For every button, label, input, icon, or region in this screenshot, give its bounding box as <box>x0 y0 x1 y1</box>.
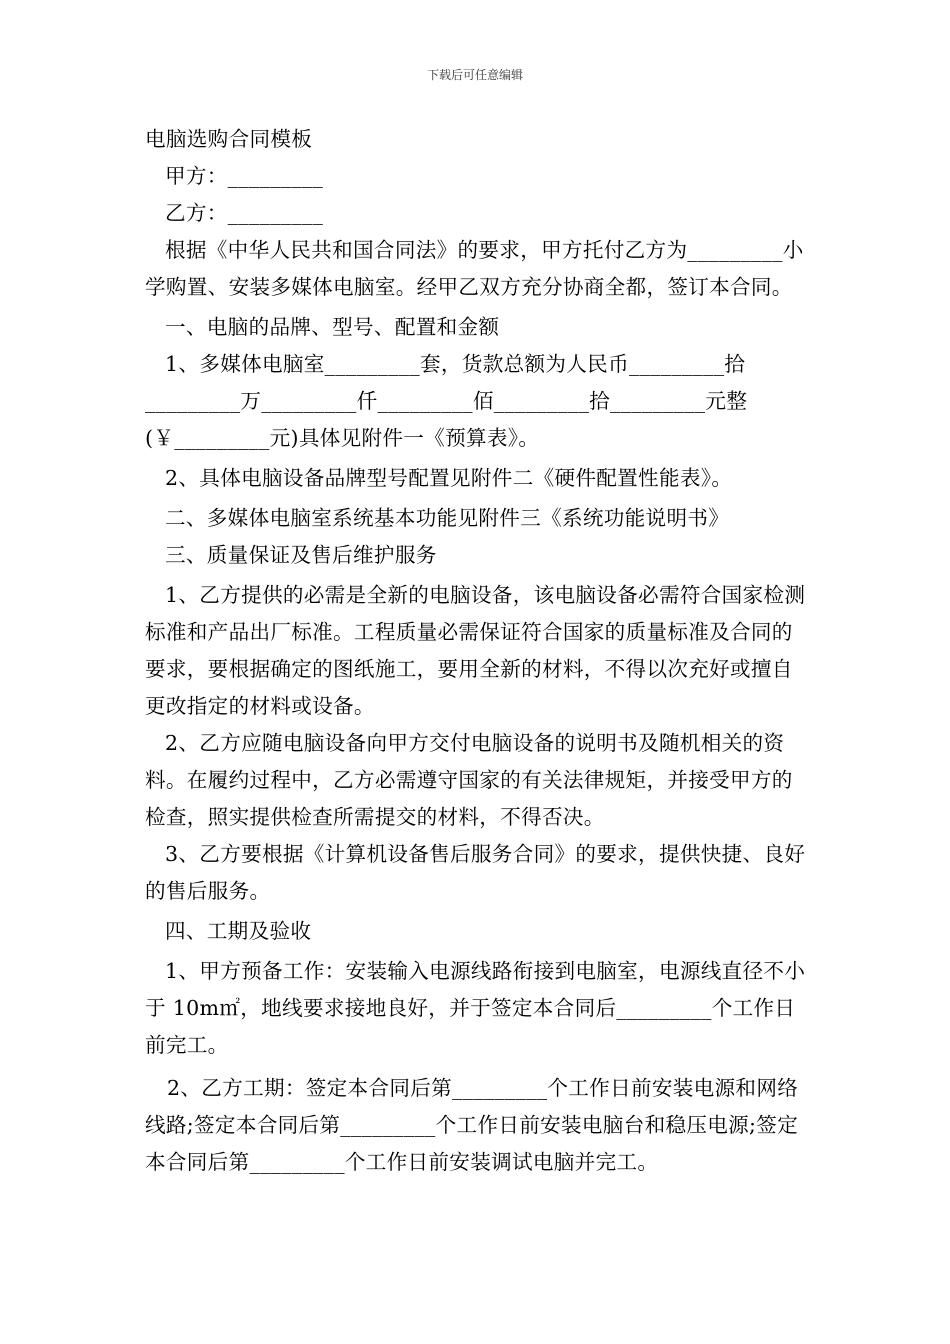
page-header-note: 下载后可任意编辑 <box>426 68 523 82</box>
document-title: 电脑选购合同模板 <box>145 127 313 151</box>
party-b-line: 乙方：_________ <box>165 201 324 225</box>
contract-body <box>145 121 807 1181</box>
section-1-item-1: 1、多媒体电脑室_________套，货款总额为人民币_________拾_________万_________仟_________佰_________拾_________元整(￥_________元)具体见附件一《预算表》。 <box>145 352 748 450</box>
section-1-item-2: 2、具体电脑设备品牌型号配置见附件二《硬件配置性能表》。 <box>165 466 733 490</box>
section-4-heading: 四、工期及验收 <box>165 919 312 943</box>
section-4-item-2: 2、乙方工期：签定本合同后第_________个工作日前安装电源和网络线路;签定本合同后第_________个工作日前安装电脑台和稳压电源;签定本合同后第_________个工作日前安装调试电脑并完工。 <box>145 1076 799 1174</box>
intro-paragraph: 根据《中华人民共和国合同法》的要求，甲方托付乙方为_________小学购置、安装多媒体电脑室。经甲乙双方充分协商全都，签订本合同。 <box>145 238 804 299</box>
section-3-item-2: 2、乙方应随电脑设备向甲方交付电脑设备的说明书及随机相关的资料。在履约过程中，乙方必需遵守国家的有关法律规矩，并接受甲方的检查，照实提供检查所需提交的材料，不得否决。 <box>145 731 793 829</box>
section-1-heading: 一、电脑的品牌、型号、配置和金额 <box>165 315 500 339</box>
section-2-heading: 二、多媒体电脑室系统基本功能见附件三《系统功能说明书》 <box>165 506 730 530</box>
section-3-item-3: 3、乙方要根据《计算机设备售后服务合同》的要求，提供快捷、良好的售后服务。 <box>145 842 806 903</box>
section-4-item-1: 1、甲方预备工作：安装输入电源线路衔接到电脑室，电源线直径不小于 10m㎡，地线要求接地良好，并于签定本合同后_________个工作日前完工。 <box>145 959 806 1057</box>
section-3-heading: 三、质量保证及售后维护服务 <box>165 543 437 567</box>
party-a-line: 甲方：_________ <box>165 164 324 188</box>
section-3-item-1: 1、乙方提供的必需是全新的电脑设备，该电脑设备必需符合国家检测标准和产品出厂标准。工程质量必需保证符合国家的质量标准及合同的要求，要根据确定的图纸施工，要用全新的材料，不得以次充好或擅自更改指定的材料或设备。 <box>145 583 806 718</box>
